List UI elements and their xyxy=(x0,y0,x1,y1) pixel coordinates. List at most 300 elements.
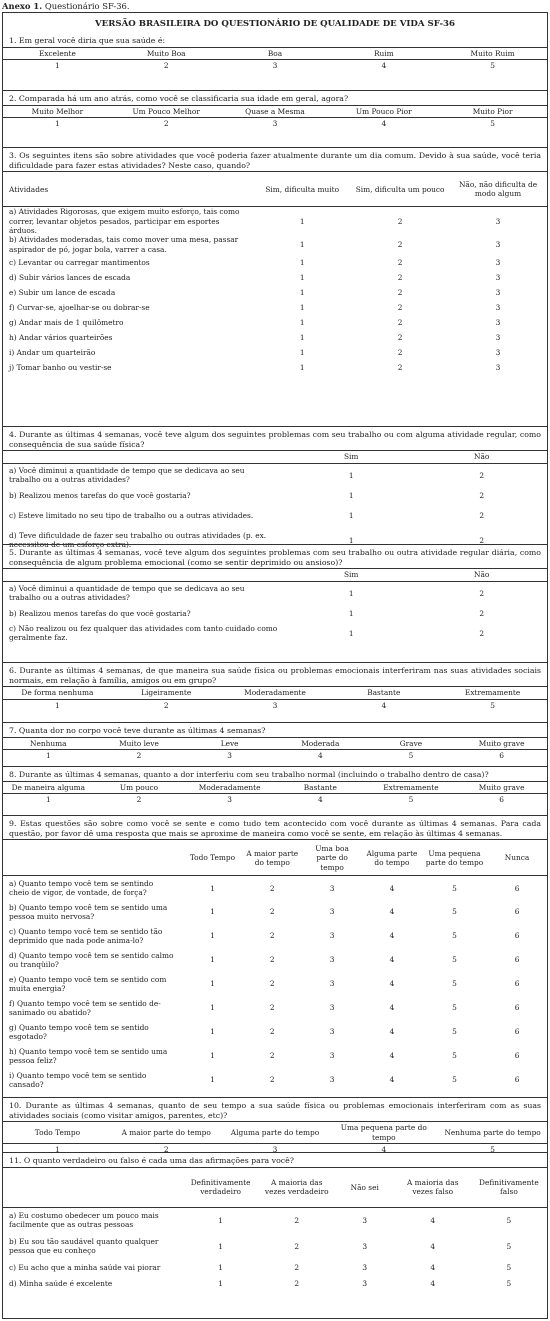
q11-item-text: b) Eu sou tão saudável quanto qualquer pessoa que eu conheço xyxy=(9,1236,159,1256)
q9-item-score[interactable]: 1 xyxy=(210,907,215,917)
q9-item-score[interactable]: 4 xyxy=(389,1051,395,1061)
q4-item-text: a) Você diminui a quantidade de tempo que se dedicava ao seu trabalho ou a outras atividades? xyxy=(9,466,245,485)
q6-option-label: Moderadamente xyxy=(221,687,330,699)
annex-title: Questionário SF-36. xyxy=(44,1,130,11)
q9-item-text: b) Quanto tempo você tem se sentido uma pessoa muito nervosa? xyxy=(9,902,168,921)
q11-item-score[interactable]: 1 xyxy=(218,1262,223,1272)
q5-item-row xyxy=(3,621,547,645)
q5-item-text: a) Você diminui a quantidade de tempo que se dedicava ao seu trabalho ou a outras atividades? xyxy=(9,584,245,603)
q9-item-score[interactable]: 3 xyxy=(329,1003,335,1013)
q9-item-score[interactable]: 5 xyxy=(452,1027,457,1037)
q9-item-score[interactable]: 1 xyxy=(210,1027,215,1037)
q4-item-score[interactable]: 2 xyxy=(479,470,485,480)
q4-question-text: 4. Durante as últimas 4 semanas, você teve algum dos seguintes problemas com seu trabalho ou com alguma atividade regular, como consequência de sua saúde física? xyxy=(9,430,541,449)
q4-item-score[interactable]: 1 xyxy=(348,490,354,500)
q8-section xyxy=(3,766,547,815)
q1-option-label: Muito Boa xyxy=(112,47,221,59)
q11-item-score[interactable]: 2 xyxy=(294,1278,300,1288)
q10-option-score[interactable]: 3 xyxy=(272,1145,278,1155)
q2-option-score[interactable]: 4 xyxy=(381,119,387,129)
q4-item-score[interactable]: 1 xyxy=(348,510,354,520)
q5-item-text: b) Realizou menos tarefas do que você gostaria? xyxy=(9,608,191,618)
q1-option-score[interactable]: 1 xyxy=(55,61,60,71)
q9-item-score[interactable]: 5 xyxy=(452,1051,457,1061)
q9-item-score[interactable]: 2 xyxy=(269,883,275,893)
q3-column-header: Sim, dificulta muito xyxy=(253,172,351,207)
q1-option-label: Excelente xyxy=(3,47,112,59)
q9-item-score[interactable]: 2 xyxy=(269,1003,275,1013)
q2-options-row xyxy=(3,105,547,117)
q2-option-score[interactable]: 3 xyxy=(272,119,278,129)
q7-scores-row xyxy=(3,749,547,761)
q10-option-label: A maior parte do tempo xyxy=(112,1122,221,1144)
q9-item-score[interactable]: 1 xyxy=(210,931,215,941)
q11-column-header: Definitivamente falso xyxy=(471,1167,547,1207)
q3-item-score[interactable]: 2 xyxy=(397,273,403,283)
q2-section xyxy=(3,90,547,147)
q9-column-header: Nunca xyxy=(487,840,547,876)
q9-item-score[interactable]: 5 xyxy=(452,1075,457,1085)
q3-item-score[interactable]: 3 xyxy=(495,303,501,313)
q3-item-row xyxy=(3,360,547,375)
q3-item-score[interactable]: 2 xyxy=(397,257,403,267)
q9-question-text: 9. Estas questões são sobre como você se sente e como tudo tem acontecido com você durante as últimas 4 semanas. Para cada questão, por favor dê uma resposta que mais se aproxime de maneira como você se sente, em relação às últimas 4 semanas. xyxy=(9,819,541,838)
q9-item-row xyxy=(3,924,547,948)
q8-option-label: Bastante xyxy=(275,781,366,793)
q7-options-row xyxy=(3,737,547,749)
q2-options-table xyxy=(3,105,547,130)
q3-item-score[interactable]: 1 xyxy=(299,240,305,250)
q9-item-score[interactable]: 1 xyxy=(210,883,215,893)
q7-option-score[interactable]: 2 xyxy=(136,751,142,761)
q3-item-score[interactable]: 1 xyxy=(299,363,305,373)
q8-option-label: Moderadamente xyxy=(184,781,275,793)
q11-items-table xyxy=(3,1167,547,1292)
q9-item-text: d) Quanto tempo você tem se sentido calmo ou tranqüilo? xyxy=(9,950,174,969)
q9-item-score[interactable]: 2 xyxy=(269,955,275,965)
q2-scores-row xyxy=(3,117,547,129)
q9-item-score[interactable]: 6 xyxy=(514,1027,520,1037)
q3-item-text: g) Andar mais de 1 quilômetro xyxy=(9,318,124,328)
q5-column-header: Não xyxy=(416,569,547,581)
q8-options-row xyxy=(3,781,547,793)
q3-item-score[interactable]: 3 xyxy=(495,240,501,250)
q9-item-score[interactable]: 3 xyxy=(329,907,335,917)
q10-question-text: 10. Durante as últimas 4 semanas, quanto de seu tempo a sua saúde física ou problemas emocionais interferiram com as suas atividades sociais (como visitar amigos, parentes, etc)? xyxy=(9,1101,541,1120)
q3-item-score[interactable]: 3 xyxy=(495,318,501,328)
q9-item-score[interactable]: 5 xyxy=(452,931,457,941)
q3-item-score[interactable]: 2 xyxy=(397,348,403,358)
q2-option-label: Muito Pior xyxy=(438,105,547,117)
q10-options-table xyxy=(3,1121,547,1155)
q9-item-score[interactable]: 6 xyxy=(514,1003,520,1013)
q6-options-table xyxy=(3,686,547,711)
q2-option-label: Quase a Mesma xyxy=(221,105,330,117)
q9-item-score[interactable]: 5 xyxy=(452,1003,457,1013)
annex-caption xyxy=(2,1,130,12)
q3-item-text: c) Levantar ou carregar mantimentos xyxy=(9,257,150,267)
q3-item-score[interactable]: 3 xyxy=(495,257,501,267)
q3-item-text: f) Curvar-se, ajoelhar-se ou dobrar-se xyxy=(9,303,150,313)
q4-item-text: c) Esteve limitado no seu tipo de trabalho ou a outras atividades. xyxy=(9,510,254,520)
q9-item-score[interactable]: 6 xyxy=(514,883,520,893)
q3-item-score[interactable]: 2 xyxy=(397,363,403,373)
q8-option-score[interactable]: 1 xyxy=(45,795,51,805)
q3-item-score[interactable]: 3 xyxy=(495,288,501,298)
q11-column-header: A maioria das vezes verdadeiro xyxy=(259,1167,335,1207)
q11-item-score[interactable]: 1 xyxy=(218,1241,223,1251)
q3-item-text: b) Atividades moderadas, tais como mover uma mesa, passar aspirador de pó, jogar bola, varrer a casa. xyxy=(9,235,239,254)
q9-item-score[interactable]: 3 xyxy=(329,1027,335,1037)
q9-item-score[interactable]: 2 xyxy=(269,1027,275,1037)
q11-item-score[interactable]: 5 xyxy=(506,1241,512,1251)
q3-items-table xyxy=(3,171,547,375)
q9-item-score[interactable]: 6 xyxy=(514,931,520,941)
q7-option-score[interactable]: 6 xyxy=(499,751,504,761)
q5-item-score[interactable]: 2 xyxy=(479,608,485,618)
q11-item-score[interactable]: 5 xyxy=(506,1278,512,1288)
q10-option-score[interactable]: 2 xyxy=(163,1145,169,1155)
q9-items-table xyxy=(3,839,547,1092)
questionnaire-frame xyxy=(2,12,548,1319)
q9-item-score[interactable]: 4 xyxy=(389,931,395,941)
q6-option-score[interactable]: 2 xyxy=(163,700,169,710)
q9-item-text: i) Quanto tempo você tem se sentido cansado? xyxy=(9,1070,147,1089)
q5-item-score[interactable]: 1 xyxy=(348,628,354,638)
q9-column-header: Todo Tempo xyxy=(183,840,243,876)
q11-header-row xyxy=(3,1167,547,1207)
q9-item-text: f) Quanto tempo você tem se sentido de-sanimado ou abatido? xyxy=(9,998,161,1017)
q10-option-score[interactable]: 4 xyxy=(381,1145,387,1155)
q10-option-label: Nenhuma parte do tempo xyxy=(438,1122,547,1144)
q5-item-row xyxy=(3,581,547,605)
q5-item-score[interactable]: 1 xyxy=(348,588,354,598)
q3-item-row xyxy=(3,330,547,345)
q8-option-label: Muito grave xyxy=(456,781,547,793)
q4-section xyxy=(3,426,547,550)
q11-item-score[interactable]: 1 xyxy=(218,1215,223,1225)
q8-option-score[interactable]: 4 xyxy=(317,795,323,805)
q1-option-score[interactable]: 2 xyxy=(163,61,169,71)
q9-item-score[interactable]: 2 xyxy=(269,1075,275,1085)
q11-question-text: 11. O quanto verdadeiro ou falso é cada uma das afirmações para você? xyxy=(9,1156,294,1165)
q9-item-score[interactable]: 6 xyxy=(514,979,520,989)
q3-item-score[interactable]: 1 xyxy=(299,303,305,313)
q7-section xyxy=(3,722,547,766)
q9-item-row xyxy=(3,1068,547,1092)
q9-item-score[interactable]: 3 xyxy=(329,955,335,965)
q2-option-score[interactable]: 2 xyxy=(163,119,169,129)
q3-item-row xyxy=(3,285,547,300)
q9-item-score[interactable]: 3 xyxy=(329,883,335,893)
q5-item-text: c) Não realizou ou fez qualquer das atividades com tanto cuidado como geralmente faz. xyxy=(9,623,278,643)
q9-item-score[interactable]: 5 xyxy=(452,883,457,893)
q11-item-text: d) Minha saúde é excelente xyxy=(9,1278,113,1288)
q8-option-label: De maneira alguma xyxy=(3,781,94,793)
q1-section xyxy=(3,33,547,90)
q4-column-header xyxy=(3,451,286,463)
q7-option-label: Grave xyxy=(366,737,457,749)
q11-item-score[interactable]: 3 xyxy=(362,1278,368,1288)
q11-item-row xyxy=(3,1275,547,1291)
q9-item-text: c) Quanto tempo você tem se sentido tão deprimido que nada pode anima-lo? xyxy=(9,926,163,945)
q11-item-score[interactable]: 4 xyxy=(430,1262,436,1272)
q9-item-score[interactable]: 1 xyxy=(210,1075,215,1085)
q9-item-score[interactable]: 6 xyxy=(514,955,520,965)
q9-column-header: Uma boa parte do tempo xyxy=(302,840,362,876)
q4-column-header: Sim xyxy=(286,451,417,463)
q1-option-label: Boa xyxy=(221,47,330,59)
q11-item-text: c) Eu acho que a minha saúde vai piorar xyxy=(9,1262,161,1272)
q3-item-score[interactable]: 3 xyxy=(495,216,501,226)
q8-option-score[interactable]: 2 xyxy=(136,795,142,805)
q3-column-header: Sim, dificulta um pouco xyxy=(351,172,449,207)
q4-item-text: b) Realizou menos tarefas do que você gostaria? xyxy=(9,490,191,500)
q5-section xyxy=(3,544,547,662)
q3-item-score[interactable]: 2 xyxy=(397,216,403,226)
q9-item-row xyxy=(3,972,547,996)
q5-item-score[interactable]: 2 xyxy=(479,588,485,598)
q5-item-score[interactable]: 1 xyxy=(348,608,354,618)
q11-item-score[interactable]: 5 xyxy=(506,1215,512,1225)
q3-item-score[interactable]: 2 xyxy=(397,303,403,313)
q1-question-text: 1. Em geral você diria que sua saúde é: xyxy=(9,36,166,45)
q4-items-table xyxy=(3,450,547,553)
q10-section xyxy=(3,1097,547,1155)
q10-option-score[interactable]: 1 xyxy=(55,1145,60,1155)
q3-item-score[interactable]: 3 xyxy=(495,333,501,343)
q11-item-score[interactable]: 3 xyxy=(362,1215,368,1225)
annex-label: Anexo 1. xyxy=(2,1,43,11)
q11-column-header: A maioria das vezes falso xyxy=(395,1167,471,1207)
q9-item-score[interactable]: 4 xyxy=(389,955,395,965)
q11-item-score[interactable]: 2 xyxy=(294,1262,300,1272)
q9-item-score[interactable]: 3 xyxy=(329,1051,335,1061)
q11-item-text: a) Eu costumo obedecer um pouco mais facilmente que as outras pessoas xyxy=(9,1211,159,1230)
q9-column-header xyxy=(3,840,183,876)
q7-option-label: Nenhuma xyxy=(3,737,94,749)
q3-item-score[interactable]: 2 xyxy=(397,288,403,298)
q10-option-label: Uma pequena parte do tempo xyxy=(329,1122,438,1144)
q3-item-text: h) Andar vários quarteirões xyxy=(9,333,113,343)
q7-option-label: Leve xyxy=(184,737,275,749)
q9-item-score[interactable]: 1 xyxy=(210,1003,215,1013)
q9-item-score[interactable]: 5 xyxy=(452,955,457,965)
q8-scores-row xyxy=(3,793,547,805)
q8-option-label: Extremamente xyxy=(366,781,457,793)
q9-item-score[interactable]: 6 xyxy=(514,907,520,917)
q3-item-text: j) Tomar banho ou vestir-se xyxy=(9,363,112,373)
q9-item-score[interactable]: 4 xyxy=(389,1027,395,1037)
q1-option-label: Ruim xyxy=(329,47,438,59)
q9-item-score[interactable]: 6 xyxy=(514,1051,520,1061)
q9-item-row xyxy=(3,900,547,924)
q9-item-score[interactable]: 1 xyxy=(210,1051,215,1061)
q4-item-text: d) Teve dificuldade de fazer seu trabalho ou outras atividades (p. ex. necessitou de um esforço extra). xyxy=(9,530,267,550)
q2-option-label: Um Pouco Melhor xyxy=(112,105,221,117)
q3-header-row xyxy=(3,172,547,207)
q3-item-row xyxy=(3,270,547,285)
q3-item-score[interactable]: 1 xyxy=(299,318,305,328)
q9-item-score[interactable]: 1 xyxy=(210,955,215,965)
q8-option-label: Um pouco xyxy=(94,781,185,793)
q9-item-text: a) Quanto tempo você tem se sentindo cheio de vigor, de vontade, de força? xyxy=(9,878,154,898)
q10-options-row xyxy=(3,1122,547,1144)
q9-item-score[interactable]: 4 xyxy=(389,979,395,989)
q6-scores-row xyxy=(3,699,547,711)
q7-option-label: Muito grave xyxy=(456,737,547,749)
q9-item-score[interactable]: 1 xyxy=(210,979,215,989)
q8-question-text: 8. Durante as últimas 4 semanas, quanto a dor interferiu com seu trabalho normal (incluindo o trabalho dentro de casa)? xyxy=(9,770,489,779)
q11-item-score[interactable]: 2 xyxy=(294,1241,300,1251)
q9-column-header: Alguma parte do tempo xyxy=(362,840,422,876)
q8-option-score[interactable]: 5 xyxy=(408,795,414,805)
q11-item-score[interactable]: 4 xyxy=(430,1241,436,1251)
q11-item-row xyxy=(3,1207,547,1233)
q6-option-score[interactable]: 3 xyxy=(272,700,278,710)
q11-column-header xyxy=(3,1167,183,1207)
q9-item-score[interactable]: 4 xyxy=(389,883,395,893)
q9-item-score[interactable]: 4 xyxy=(389,907,395,917)
q9-item-score[interactable]: 2 xyxy=(269,1051,275,1061)
q1-option-score[interactable]: 4 xyxy=(381,61,387,71)
q3-item-score[interactable]: 2 xyxy=(397,240,403,250)
q4-item-score[interactable]: 1 xyxy=(348,470,354,480)
q5-item-score[interactable]: 2 xyxy=(479,628,485,638)
q6-option-score[interactable]: 4 xyxy=(381,700,387,710)
q3-column-header: Atividades xyxy=(3,172,253,207)
q3-item-score[interactable]: 3 xyxy=(495,363,501,373)
q3-item-score[interactable]: 1 xyxy=(299,348,305,358)
q1-option-score[interactable]: 3 xyxy=(272,61,278,71)
q7-option-label: Moderada xyxy=(275,737,366,749)
q7-option-score[interactable]: 3 xyxy=(227,751,232,761)
q9-item-score[interactable]: 3 xyxy=(329,931,335,941)
q4-column-header: Não xyxy=(416,451,547,463)
q1-option-label: Muito Ruim xyxy=(438,47,547,59)
q10-option-label: Alguma parte do tempo xyxy=(221,1122,330,1144)
q6-option-label: Extremamente xyxy=(438,687,547,699)
q3-item-score[interactable]: 2 xyxy=(397,318,403,328)
q3-question-text: 3. Os seguintes itens são sobre atividades que você poderia fazer atualmente durante um dia comum. Devido à sua saúde, você teria dificuldade para fazer estas atividades? Neste caso, quando? xyxy=(9,151,541,170)
q9-section xyxy=(3,815,547,1097)
q6-option-score[interactable]: 5 xyxy=(490,700,495,710)
q3-item-row xyxy=(3,235,547,254)
q9-item-score[interactable]: 4 xyxy=(389,1003,395,1013)
q5-column-header: Sim xyxy=(286,569,417,581)
q4-item-score[interactable]: 2 xyxy=(479,490,485,500)
q11-item-score[interactable]: 3 xyxy=(362,1241,368,1251)
q11-item-score[interactable]: 4 xyxy=(430,1278,436,1288)
q9-item-score[interactable]: 2 xyxy=(269,979,275,989)
q11-item-score[interactable]: 5 xyxy=(506,1262,512,1272)
q4-item-score[interactable]: 2 xyxy=(479,535,485,545)
q4-item-score[interactable]: 1 xyxy=(348,535,354,545)
questions-container xyxy=(3,33,547,1297)
q3-item-score[interactable]: 3 xyxy=(495,273,501,283)
q11-item-score[interactable]: 3 xyxy=(362,1262,368,1272)
q1-options-row xyxy=(3,47,547,59)
q3-item-row xyxy=(3,300,547,315)
q5-question-text: 5. Durante as últimas 4 semanas, você teve algum dos seguintes problemas com seu trabalho ou outra atividade regular diária, como consequência de algum problema emocional (como se sentir deprimido ou ansioso)? xyxy=(9,548,541,567)
q3-item-score[interactable]: 2 xyxy=(397,333,403,343)
q1-option-score[interactable]: 5 xyxy=(490,61,495,71)
q9-column-header: A maior parte do tempo xyxy=(242,840,302,876)
q5-item-row xyxy=(3,605,547,621)
q4-header-row xyxy=(3,451,547,463)
q3-item-score[interactable]: 1 xyxy=(299,273,305,283)
q6-section xyxy=(3,662,547,722)
q3-item-row xyxy=(3,254,547,270)
q9-item-score[interactable]: 4 xyxy=(389,1075,395,1085)
q7-option-score[interactable]: 1 xyxy=(45,751,51,761)
q3-item-row xyxy=(3,345,547,360)
q6-option-label: Bastante xyxy=(329,687,438,699)
q6-option-label: Ligeiramente xyxy=(112,687,221,699)
q2-option-score[interactable]: 5 xyxy=(490,119,495,129)
q3-item-score[interactable]: 3 xyxy=(495,348,501,358)
q3-item-text: a) Atividades Rigorosas, que exigem muito esforço, tais como correr, levantar objetos pesados, participar em esportes árduos. xyxy=(9,207,240,235)
q2-option-score[interactable]: 1 xyxy=(55,119,60,129)
q3-item-score[interactable]: 1 xyxy=(299,288,305,298)
q3-column-header: Não, não dificulta de modo algum xyxy=(449,172,547,207)
q5-items-table xyxy=(3,568,547,645)
q8-option-score[interactable]: 6 xyxy=(499,795,504,805)
q10-option-score[interactable]: 5 xyxy=(490,1145,495,1155)
q3-item-score[interactable]: 1 xyxy=(299,333,305,343)
q9-item-score[interactable]: 2 xyxy=(269,931,275,941)
q9-item-score[interactable]: 5 xyxy=(452,979,457,989)
q11-column-header: Não sei xyxy=(335,1167,395,1207)
q9-item-row xyxy=(3,996,547,1020)
q9-item-score[interactable]: 3 xyxy=(329,1075,335,1085)
q7-option-score[interactable]: 5 xyxy=(408,751,414,761)
q11-section xyxy=(3,1152,547,1297)
q9-item-row xyxy=(3,876,547,900)
q11-item-score[interactable]: 2 xyxy=(294,1215,300,1225)
q7-options-table xyxy=(3,737,547,762)
q9-item-text: h) Quanto tempo você tem se sentido uma pessoa feliz? xyxy=(9,1046,168,1065)
q6-question-text: 6. Durante as últimas 4 semanas, de que maneira sua saúde física ou problemas emocionais interferiram nas suas atividades sociais normais, em relação à família, amigos ou em grupo? xyxy=(9,666,541,685)
q9-item-row xyxy=(3,1044,547,1068)
q9-item-row xyxy=(3,948,547,972)
q2-option-label: Um Pouco Pior xyxy=(329,105,438,117)
q3-item-score[interactable]: 1 xyxy=(299,216,305,226)
q9-item-score[interactable]: 6 xyxy=(514,1075,520,1085)
q11-item-row xyxy=(3,1259,547,1275)
q6-option-label: De forma nenhuma xyxy=(3,687,112,699)
q9-item-score[interactable]: 2 xyxy=(269,907,275,917)
q3-item-text: i) Andar um quarteirão xyxy=(9,348,96,358)
q11-item-score[interactable]: 1 xyxy=(218,1278,223,1288)
q6-option-score[interactable]: 1 xyxy=(55,700,60,710)
q4-item-row xyxy=(3,487,547,503)
main-title: VERSÃO BRASILEIRA DO QUESTIONÁRIO DE QUALIDADE DE VIDA SF-36 xyxy=(95,19,455,29)
q7-question-text: 7. Quanta dor no corpo você teve durante as últimas 4 semanas? xyxy=(9,726,266,735)
q9-item-text: e) Quanto tempo você tem se sentido com muita energia? xyxy=(9,974,167,993)
q11-column-header: Definitivamente verdadeiro xyxy=(183,1167,259,1207)
q5-column-header xyxy=(3,569,286,581)
q9-item-score[interactable]: 3 xyxy=(329,979,335,989)
q11-item-score[interactable]: 4 xyxy=(430,1215,436,1225)
q3-item-score[interactable]: 1 xyxy=(299,257,305,267)
q2-option-label: Muito Melhor xyxy=(3,105,112,117)
q8-option-score[interactable]: 3 xyxy=(227,795,232,805)
q4-item-score[interactable]: 2 xyxy=(479,510,485,520)
q7-option-score[interactable]: 4 xyxy=(317,751,323,761)
q9-item-score[interactable]: 5 xyxy=(452,907,457,917)
q11-item-row xyxy=(3,1233,547,1259)
